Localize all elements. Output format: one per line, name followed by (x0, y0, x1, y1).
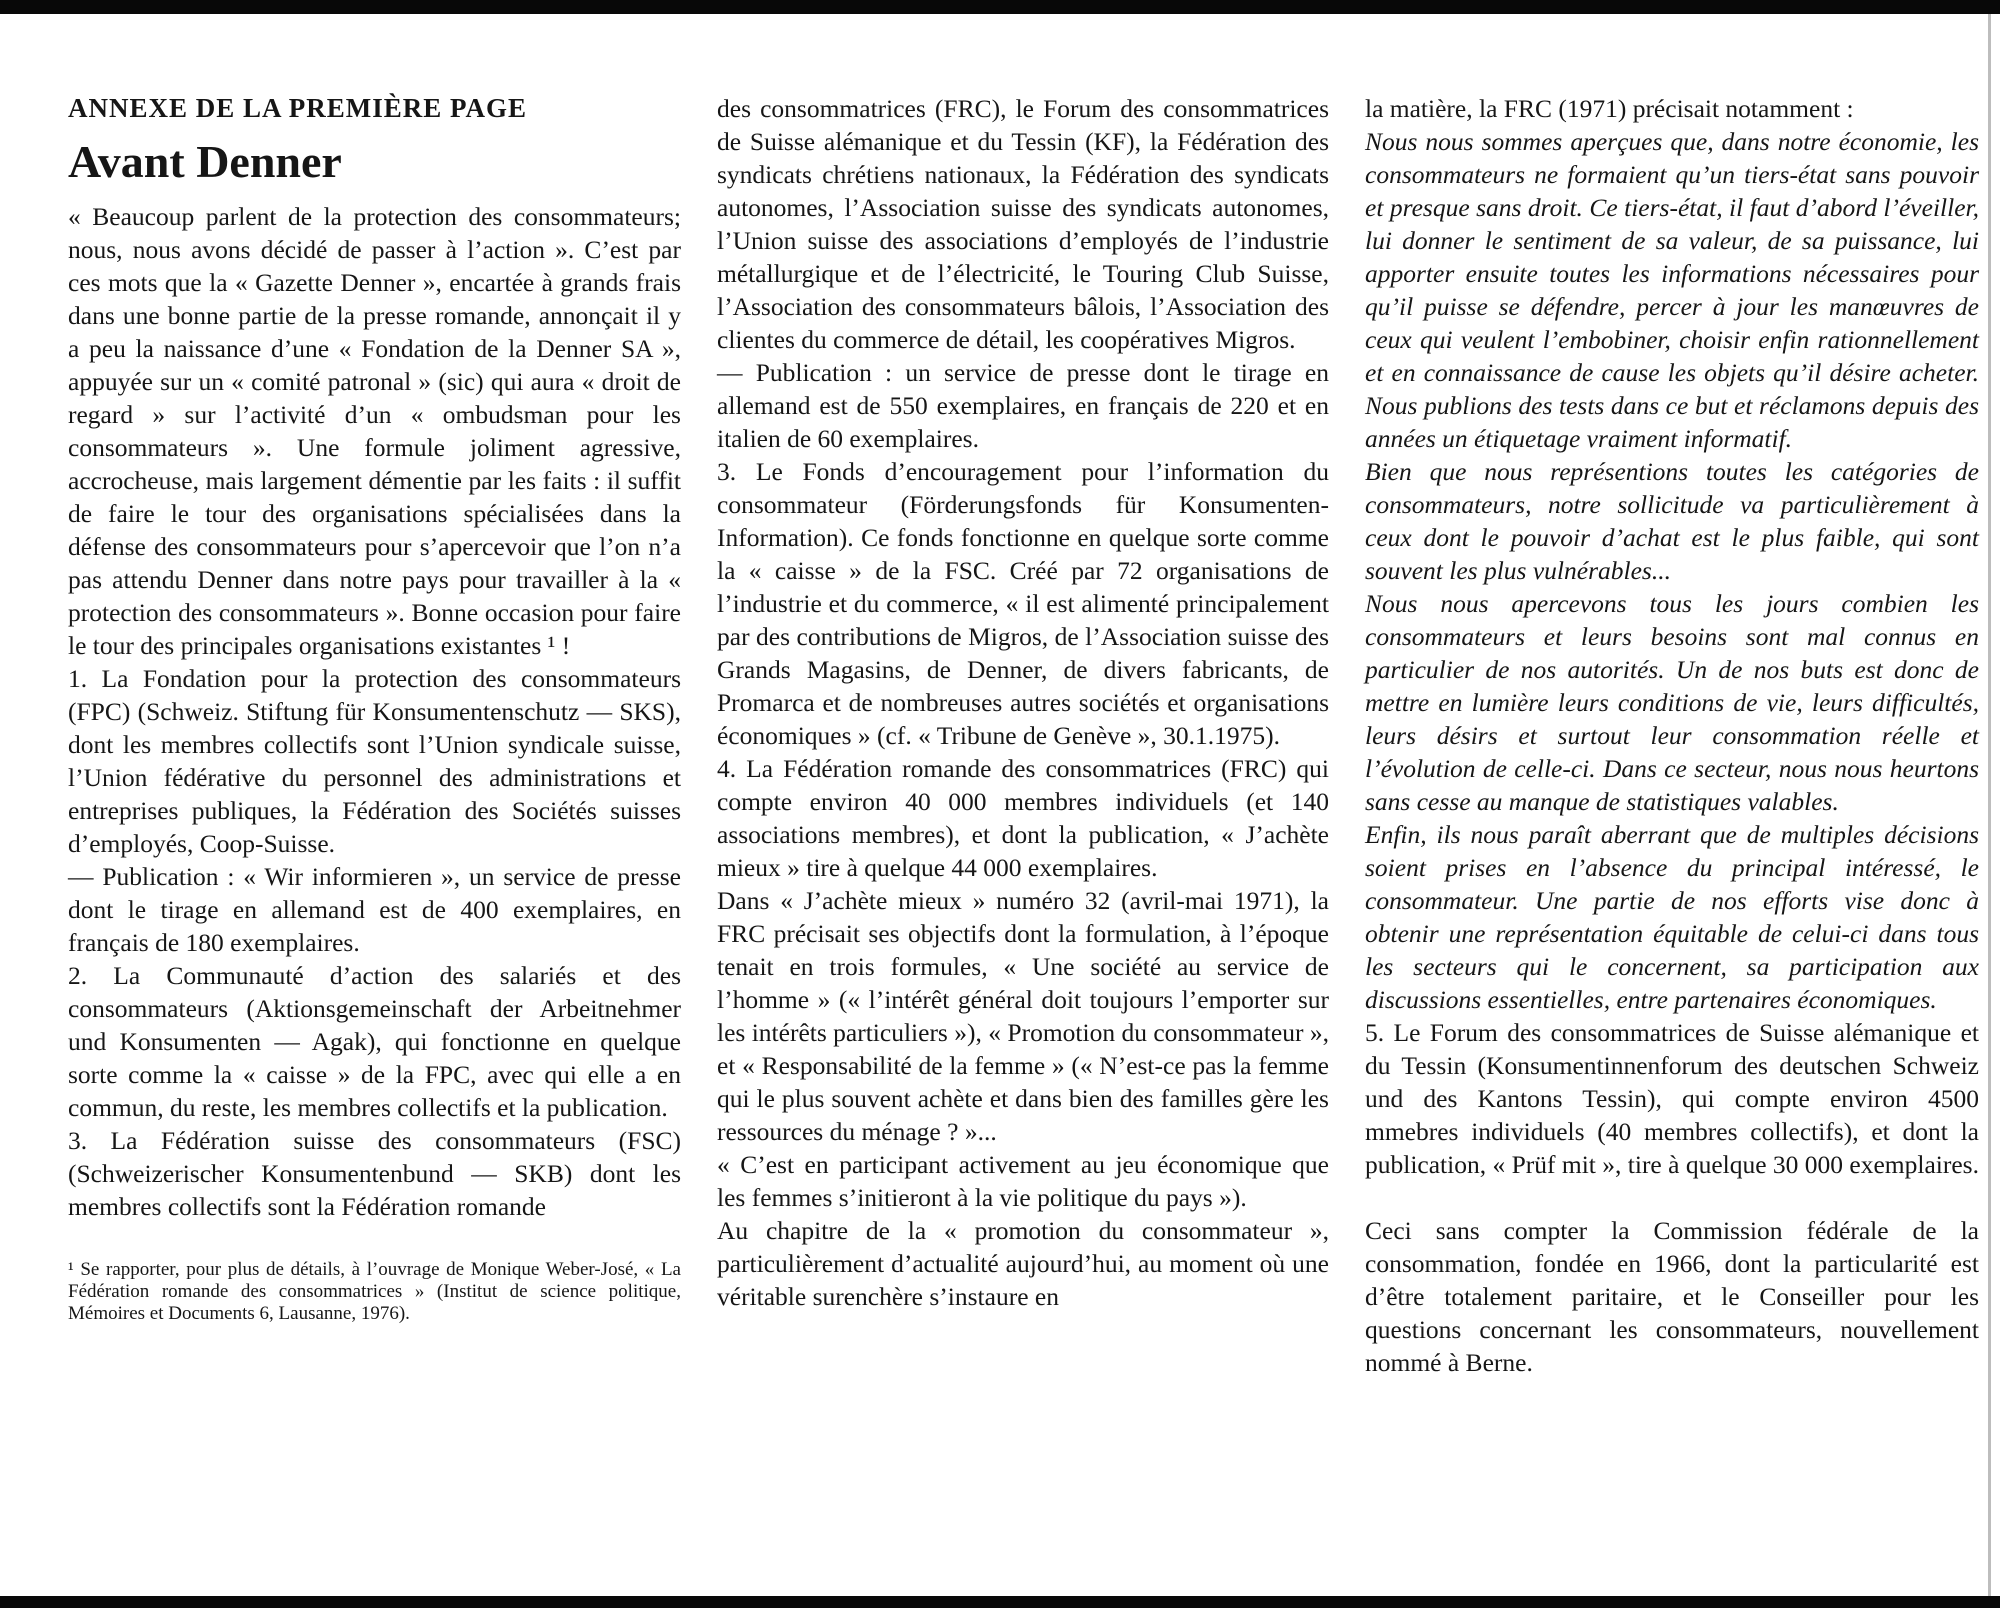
item-2-paragraph: 2. La Communauté d’action des salariés et des consommateurs (Aktionsgemeinschaft der Arbeitnehmer und Konsumenten — Agak), qui fonctionne en quelque sorte comme la « caisse » de la FPC, avec qui elle a en commun, du reste, les membres collectifs et la publication. (68, 961, 681, 1122)
item-3-paragraph: 3. La Fédération suisse des consommateurs (FSC) (Schweizerischer Konsumentenbund — SKB) dont les membres collectifs sont la Fédération romande (68, 1126, 681, 1221)
item-3-continued: des consommatrices (FRC), le Forum des consommatrices de Suisse alémanique et du Tessin (KF), la Fédération des syndicats chrétiens nationaux, la Fédération des syndicats autonomes, l’Association suisse des syndicats autonomes, l’Union suisse des associations d’employés de l’industrie métallurgique et de l’électricité, le Touring Club Suisse, l’Association des consommateurs bâlois, l’Association des clientes du commerce de détail, les coopératives Migros. (717, 94, 1329, 354)
article-headline: Avant Denner (68, 136, 342, 187)
item-5-paragraph: 5. Le Forum des consommatrices de Suisse alémanique et du Tessin (Konsumentinnenforum des deutschen Schweiz und des Kantons Tessin), qui compte environ 4500 mmebres individuels (40 membres collectifs), et dont la publication, « Prüf mit », tire à quelque 30 000 exemplaires. (1365, 1018, 1979, 1179)
column-2 (717, 92, 1329, 1313)
closing-paragraph: Ceci sans compter la Commission fédérale de la consommation, fondée en 1966, dont la particularité est d’être totalement paritaire, et le Conseiller pour les questions concernant les consommateurs, nouvellement nommé à Berne. (1365, 1216, 1979, 1377)
right-page-edge (1988, 14, 1991, 1596)
item-4-paragraph: 4. La Fédération romande des consommatrices (FRC) qui compte environ 40 000 membres individuels (et 140 associations membres), et dont la publication, « J’achète mieux » tire à quelque 44 000 exemplaires. (717, 754, 1329, 882)
item-3-publication: — Publication : un service de presse dont le tirage en allemand est de 550 exemplaires, en français de 220 et en italien de 60 exemplaires. (717, 358, 1329, 453)
promotion-paragraph: Au chapitre de la « promotion du consommateur », particulièrement d’actualité aujourd’hui, au moment où une véritable surenchère s’instaure en (717, 1216, 1329, 1311)
item-1-publication: — Publication : « Wir informieren », un service de presse dont le tirage en allemand est de 400 exemplaires, en français de 180 exemplaires. (68, 862, 681, 957)
column-1 (68, 92, 681, 1344)
frc-quote-1: Nous nous sommes aperçues que, dans notre économie, les consommateurs ne formaient qu’un tiers-état sans pouvoir et presque sans droit. Ce tiers-état, il faut d’abord l’éveiller, lui donner le sentiment de sa valeur, de sa puissance, lui apporter ensuite toutes les informations nécessaires pour qu’il puisse se défendre, percer à jour les manœuvres de ceux qui veulent l’embobiner, choisir enfin rationnellement et en connaissance de cause les objets qu’il désire acheter. Nous publions des tests dans ce but et réclamons depuis des années un étiquetage vraiment informatif. (1365, 127, 1979, 453)
top-border-bar (0, 0, 2000, 14)
bottom-border-bar (0, 1596, 2000, 1608)
column-3 (1365, 92, 1979, 1379)
section-label: ANNEXE DE LA PREMIÈRE PAGE (68, 93, 528, 123)
frc-quote-3: Nous nous apercevons tous les jours combien les consommateurs et leurs besoins sont mal connus en particulier de nos autorités. Un de nos buts est donc de mettre en lumière leurs conditions de vie, leurs difficultés, leurs désirs et surtout leur consommation réelle et l’évolution de celle-ci. Dans ce secteur, nous nous heurtons sans cesse au manque de statistiques valables. (1365, 589, 1979, 816)
footnote: ¹ Se rapporter, pour plus de détails, à l’ouvrage de Monique Weber-José, « La Fédération romande des consommatrices » (Institut de science politique, Mémoires et Documents 6, Lausanne, 1976). (68, 1259, 681, 1324)
frc-quote-4: Enfin, ils nous paraît aberrant que de multiples décisions soient prises en l’absence du principal intéressé, le consommateur. Une partie de nos efforts vise donc à obtenir une représentation équitable de celui-ci dans tous les secteurs qui le concernent, sa participation aux discussions essentielles, entre partenaires économiques. (1365, 820, 1979, 1014)
fonds-paragraph: 3. Le Fonds d’encouragement pour l’information du consommateur (Förderungsfonds für Konsumenten-Information). Ce fonds fonctionne en quelque sorte comme la « caisse » de la FSC. Créé par 72 organisations de l’industrie et du commerce, « il est alimenté principalement par des contributions de Migros, de l’Association suisse des Grands Magasins, de Denner, de divers fabricants, de Promarca et de nombreuses autres sociétés et organisations économiques » (cf. « Tribune de Genève », 30.1.1975). (717, 457, 1329, 750)
quote-paragraph: « C’est en participant activement au jeu économique que les femmes s’initieront à la vie politique du pays »). (717, 1150, 1329, 1212)
jachete-paragraph: Dans « J’achète mieux » numéro 32 (avril-mai 1971), la FRC précisait ses objectifs dont la formulation, à l’époque tenait en trois formules, « Une société au service de l’homme » (« l’intérêt général doit toujours l’emporter sur les intérêts particuliers »), « Promotion du consommateur », et « Responsabilité de la femme » (« N’est-ce pas la femme qui le plus souvent achète et dans bien des familles gère les ressources du ménage ? »... (717, 886, 1329, 1146)
frc-intro: la matière, la FRC (1971) précisait notamment : (1365, 94, 1854, 123)
frc-quote-2: Bien que nous représentions toutes les catégories de consommateurs, notre sollicitude va particulièrement à ceux dont le pouvoir d’achat est le plus faible, qui sont souvent les plus vulnérables... (1365, 457, 1979, 585)
intro-paragraph: « Beaucoup parlent de la protection des consommateurs; nous, nous avons décidé de passer à l’action ». C’est par ces mots que la « Gazette Denner », encartée à grands frais dans une bonne partie de la presse romande, annonçait il y a peu la naissance d’une « Fondation de la Denner SA », appuyée sur un « comité patronal » (sic) qui aura « droit de regard » sur l’activité d’un « ombudsman pour les consommateurs ». Une formule joliment agressive, accrocheuse, mais largement démentie par les faits : il suffit de faire le tour des organisations spécialisées dans la défense des consommateurs pour s’apercevoir que l’on n’a pas attendu Denner dans notre pays pour travailler à la « protection des consommateurs ». Bonne occasion pour faire le tour des principales organisations existantes ¹ ! (68, 202, 681, 660)
item-1-paragraph: 1. La Fondation pour la protection des consommateurs (FPC) (Schweiz. Stiftung für Konsumentenschutz — SKS), dont les membres collectifs sont l’Union syndicale suisse, l’Union fédérative du personnel des administrations et entreprises publiques, la Fédération des Sociétés suisses d’employés, Coop-Suisse. (68, 664, 681, 858)
